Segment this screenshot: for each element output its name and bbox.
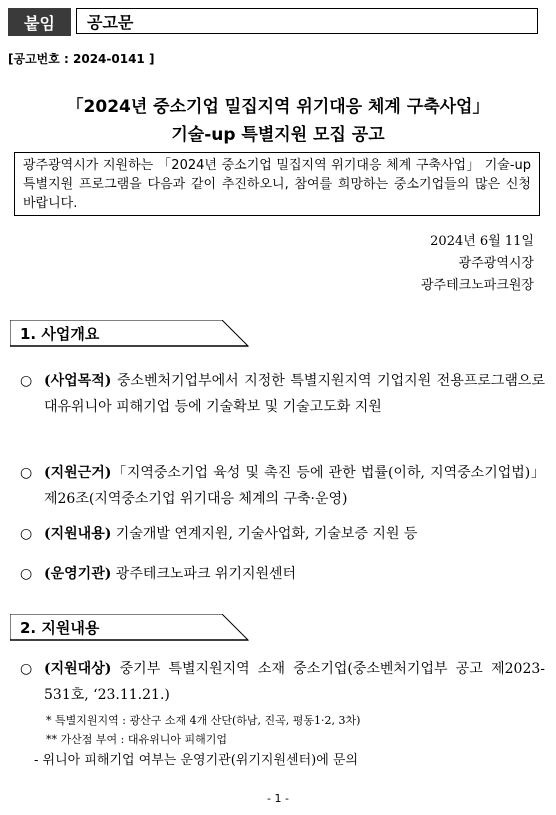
footnote-special-region: * 특별지원지역 : 광산구 소재 4개 산단(하남, 진곡, 평동1·2, 3차): [46, 714, 361, 727]
section-title: 2. 지원내용: [20, 619, 100, 637]
section-title: 1. 사업개요: [20, 325, 100, 343]
intro-box: [14, 152, 540, 216]
bullet-icon: ○: [20, 465, 33, 481]
list-item-content: [20, 521, 545, 547]
intro-text: 광주광역시가 지원하는 「2024년 중소기업 밀집지역 위기대응 체계 구축사업」 기술-up 특별지원 프로그램을 다음과 같이 추진하오니, 참여를 희망하는 중소기업들의 많은 신청 바랍니다.: [23, 158, 531, 211]
item-head: (지원내용): [44, 526, 112, 542]
page-number: - 1 -: [267, 792, 289, 805]
list-item-basis: [20, 460, 545, 512]
inquiry-note: - 위니아 피해기업 여부는 운영기관(위기지원센터)에 문의: [34, 753, 359, 768]
item-text: 중기부 특별지원지역 소재 중소기업(중소벤처기업부 공고 제2023-531호, ‘23.11.21.): [44, 661, 545, 703]
attachment-tag: 붙임: [8, 8, 71, 36]
item-head: (사업목적): [44, 373, 112, 389]
item-text: 기술개발 연계지원, 기술사업화, 기술보증 지원 등: [111, 526, 418, 542]
section-heading-overview: [10, 320, 250, 348]
issuer-technopark: 광주테크노파크원장: [420, 278, 534, 293]
notice-number: [공고번호 : 2024-0141 ]: [8, 52, 155, 66]
issue-date: 2024년 6월 11일: [430, 234, 534, 249]
bullet-icon: ○: [20, 661, 33, 677]
document-type: 공고문: [87, 12, 134, 32]
item-text: 「지역중소기업 육성 및 촉진 등에 관한 법률(이하, 지역중소기업법)」 제26조(지역중소기업 위기대응 체계의 구축·운영): [44, 465, 545, 507]
item-head: (지원대상): [44, 661, 112, 677]
page-title-line1: 「2024년 중소기업 밀집지역 위기대응 체계 구축사업」: [66, 97, 490, 117]
item-text: 중소벤처기업부에서 지정한 특별지원지역 기업지원 전용프로그램으로 대유위니아 피해기업 등에 기술확보 및 기술고도화 지원: [44, 373, 545, 415]
issuer-mayor: 광주광역시장: [458, 256, 534, 271]
bullet-icon: ○: [20, 373, 33, 389]
section-heading-support: [10, 614, 250, 642]
footnote-bonus-points: ** 가산점 부여 : 대유위니아 피해기업: [46, 733, 227, 746]
document-type-box: [76, 8, 538, 34]
item-head: (운영기관): [44, 566, 112, 582]
list-item-purpose: [20, 368, 545, 420]
list-item-operator: [20, 561, 545, 587]
list-item-target: [20, 656, 545, 708]
item-head: (지원근거): [44, 465, 112, 481]
bullet-icon: ○: [20, 526, 33, 542]
item-text: 광주테크노파크 위기지원센터: [111, 566, 297, 582]
page-title-line2: 기술-up 특별지원 모집 공고: [171, 125, 385, 145]
bullet-icon: ○: [20, 566, 33, 582]
